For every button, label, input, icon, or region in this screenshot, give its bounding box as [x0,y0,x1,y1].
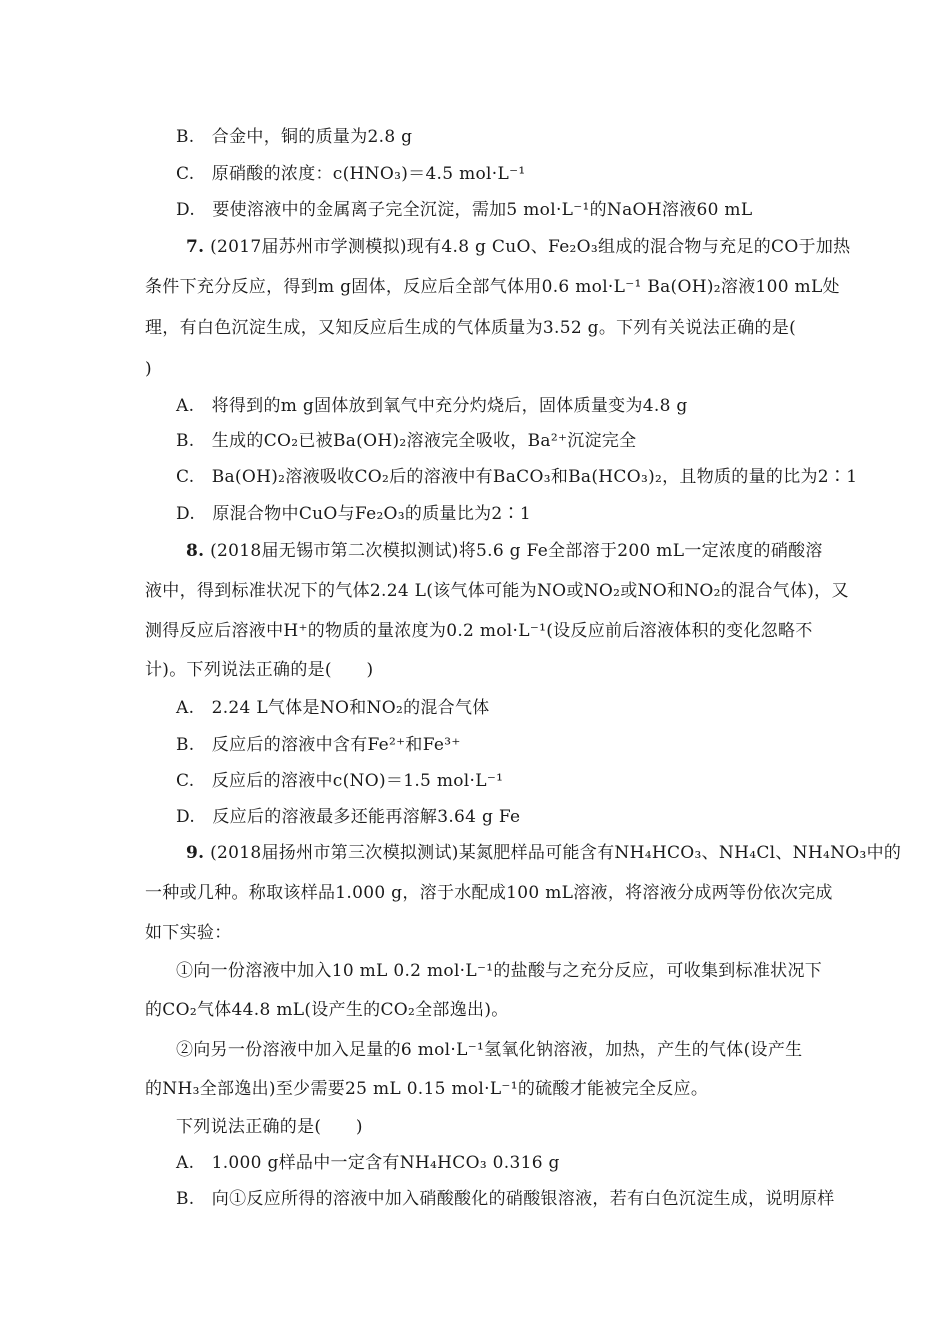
q9-experiment1-line1: ①向一份溶液中加入10 mL 0.2 mol·L⁻¹的盐酸与之充分反应，可收集到标准状况下 [176,961,823,981]
q7-stem-text1: (2017届苏州市学测模拟)现有4.8 g CuO、Fe₂O₃组成的混合物与充足的CO于加热 [210,237,851,257]
q6-option-b: B. 合金中，铜的质量为2.8 g [176,127,413,147]
q9-experiment2-line2: 的NH₃全部逸出)至少需要25 mL 0.15 mol·L⁻¹的硫酸才能被完全反应。 [145,1079,709,1099]
q8-number: 8. [186,541,205,561]
q8-option-b: B. 反应后的溶液中含有Fe²⁺和Fe³⁺ [176,735,461,755]
q7-option-b: B. 生成的CO₂已被Ba(OH)₂溶液完全吸收，Ba²⁺沉淀完全 [176,431,637,451]
q8-stem-line1 [186,540,823,562]
q8-stem-line3: 测得反应后溶液中H⁺的物质的量浓度为0.2 mol·L⁻¹(设反应前后溶液体积的变化忽略不 [145,621,813,641]
q7-stem-line1 [186,236,850,258]
q8-stem-line4: 计)。下列说法正确的是( ) [145,660,374,680]
q7-stem-line2: 条件下充分反应，得到m g固体，反应后全部气体用0.6 mol·L⁻¹ Ba(OH)₂溶液100 mL处 [145,277,840,297]
q7-stem-line4: ) [145,359,152,379]
q6-option-d: D. 要使溶液中的金属离子完全沉淀，需加5 mol·L⁻¹的NaOH溶液60 mL [176,200,753,220]
q7-option-a: A. 将得到的m g固体放到氧气中充分灼烧后，固体质量变为4.8 g [176,396,688,416]
q8-option-d: D. 反应后的溶液最多还能再溶解3.64 g Fe [176,807,521,827]
q9-stem-text1: (2018届扬州市第三次模拟测试)某氮肥样品可能含有NH₄HCO₃、NH₄Cl、NH₄NO₃中的 [210,843,902,863]
q8-option-a: A. 2.24 L气体是NO和NO₂的混合气体 [176,698,490,718]
q7-option-d: D. 原混合物中CuO与Fe₂O₃的质量比为2∶1 [176,504,531,524]
q9-option-a: A. 1.000 g样品中一定含有NH₄HCO₃ 0.316 g [176,1153,560,1173]
q9-question: 下列说法正确的是( ) [176,1117,363,1137]
q9-experiment2-line1: ②向另一份溶液中加入足量的6 mol·L⁻¹氢氧化钠溶液，加热，产生的气体(设产生 [176,1040,803,1060]
q9-stem-line1 [186,842,901,864]
q7-stem-line3: 理，有白色沉淀生成，又知反应后生成的气体质量为3.52 g。下列有关说法正确的是( [145,318,797,338]
q9-option-b: B. 向①反应所得的溶液中加入硝酸酸化的硝酸银溶液，若有白色沉淀生成，说明原样 [176,1189,835,1209]
q8-stem-text1: (2018届无锡市第二次模拟测试)将5.6 g Fe全部溶于200 mL一定浓度的硝酸溶 [210,541,823,561]
q6-option-c: C. 原硝酸的浓度：c(HNO₃)＝4.5 mol·L⁻¹ [176,164,526,184]
q9-stem-line3: 如下实验： [145,923,232,943]
q9-number: 9. [186,843,205,863]
q9-experiment1-line2: 的CO₂气体44.8 mL(设产生的CO₂全部逸出)。 [145,1000,509,1020]
q7-number: 7. [186,237,205,257]
q8-option-c: C. 反应后的溶液中c(NO)＝1.5 mol·L⁻¹ [176,771,504,791]
q7-option-c: C. Ba(OH)₂溶液吸收CO₂后的溶液中有BaCO₃和Ba(HCO₃)₂，且物质的量的比为2∶1 [176,467,858,487]
q9-stem-line2: 一种或几种。称取该样品1.000 g，溶于水配成100 mL溶液，将溶液分成两等份依次完成 [145,883,833,903]
q8-stem-line2: 液中，得到标准状况下的气体2.24 L(该气体可能为NO或NO₂或NO和NO₂的混合气体)，又 [145,581,849,601]
